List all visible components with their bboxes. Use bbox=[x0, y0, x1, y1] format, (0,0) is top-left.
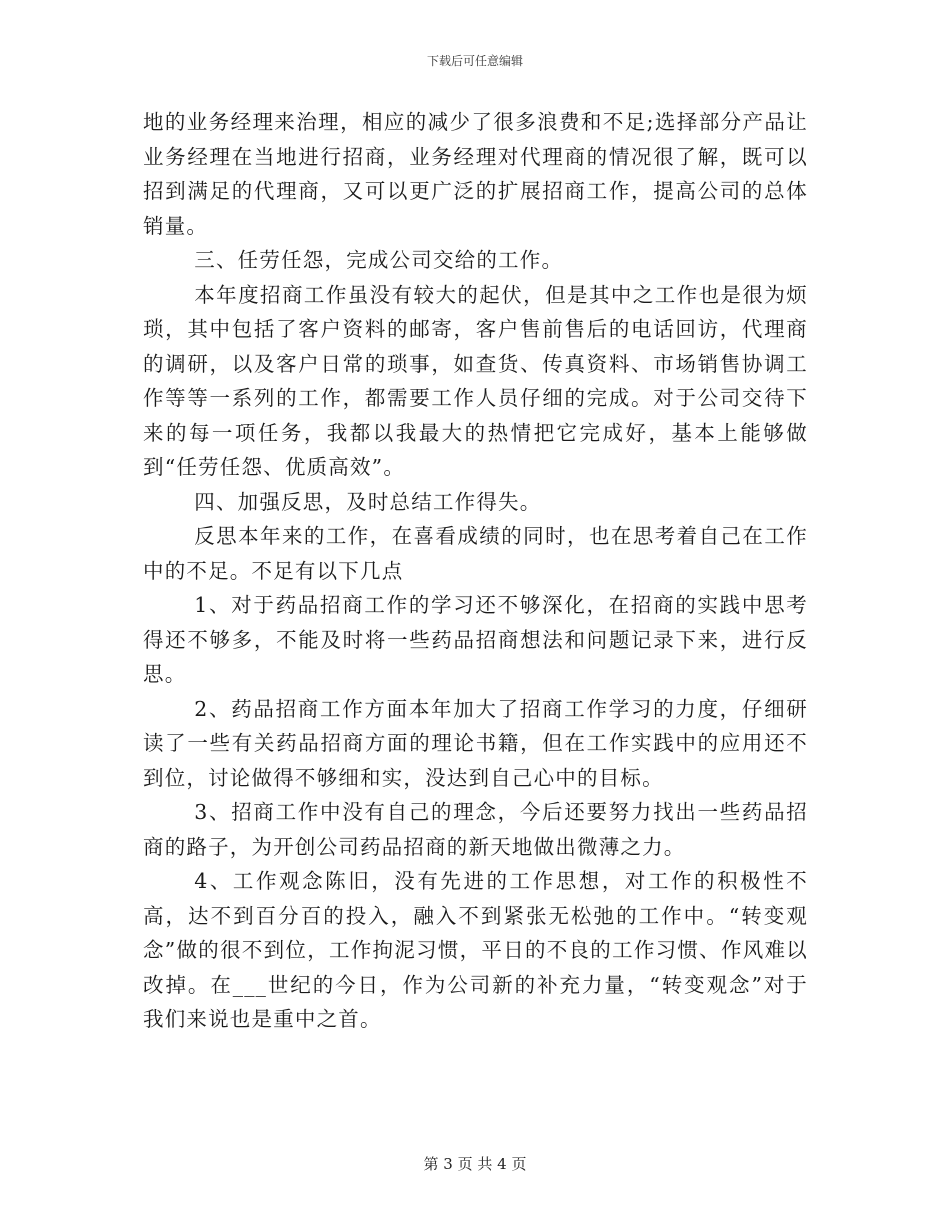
list-item-3: 3、招商工作中没有自己的理念，今后还要努力找出一些药品招商的路子，为开创公司药品招商的新天地做出微薄之力。 bbox=[143, 800, 808, 859]
page-header-note: 下载后可任意编辑 bbox=[426, 54, 523, 68]
list-item-2: 2、药品招商工作方面本年加大了招商工作学习的力度，仔细研读了一些有关药品招商方面的理论书籍，但在工作实践中的应用还不到位，讨论做得不够细和实，没达到自己心中的目标。 bbox=[143, 696, 808, 790]
paragraph-reflection-intro: 反思本年来的工作，在喜看成绩的同时，也在思考着自己在工作中的不足。不足有以下几点 bbox=[143, 524, 808, 583]
section-heading-3: 三、任劳任怨，完成公司交给的工作。 bbox=[194, 248, 564, 272]
list-item-1: 1、对于药品招商工作的学习还不够深化，在招商的实践中思考得还不够多，不能及时将一些药品招商想法和问题记录下来，进行反思。 bbox=[143, 593, 808, 686]
paragraph-section-3: 本年度招商工作虽没有较大的起伏，但是其中之工作也是很为烦琐，其中包括了客户资料的邮寄，客户售前售后的电话回访，代理商的调研，以及客户日常的琐事，如查货、传真资料、市场销售协调工作等等一系列的工作，都需要工作人员仔细的完成。对于公司交待下来的每一项任务，我都以我最大的热情把它完成好，基本上能够做到“任劳任怨、优质高效”。 bbox=[143, 282, 808, 479]
list-item-4: 4、工作观念陈旧，没有先进的工作思想，对工作的积极性不高，达不到百分百的投入，融入不到紧张无松弛的工作中。“转变观念”做的很不到位，工作拘泥习惯，平日的不良的工作习惯、作风难以改掉。在___世纪的今日，作为公司新的补充力量，“转变观念”对于我们来说也是重中之首。 bbox=[143, 869, 808, 1031]
page-number: 第 3 页 共 4 页 bbox=[423, 1155, 527, 1173]
section-heading-4: 四、加强反思，及时总结工作得失。 bbox=[194, 489, 542, 514]
paragraph-continuation: 地的业务经理来治理，相应的减少了很多浪费和不足;选择部分产品让业务经理在当地进行招商，业务经理对代理商的情况很了解，既可以招到满足的代理商，又可以更广泛的扩展招商工作，提高公司的总体销量。 bbox=[143, 110, 808, 238]
document-body bbox=[143, 105, 808, 1037]
